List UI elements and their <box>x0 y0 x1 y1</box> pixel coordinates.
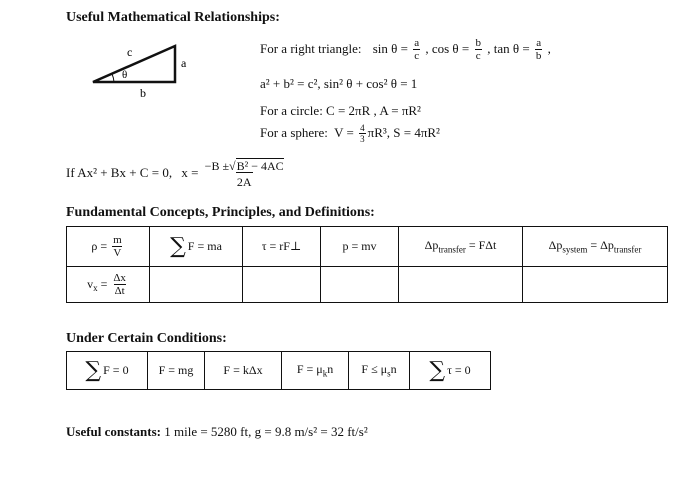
trig-line <box>260 38 551 62</box>
cos-lhs: , cos θ = <box>425 40 470 56</box>
velocity-cell: $v_x$ = $\frac{\Delta x}{\Delta t}$ <box>67 267 150 303</box>
tan-lhs: , tan θ = <box>487 40 530 56</box>
triangle-label-theta: θ <box>122 69 128 81</box>
tan-fraction: $\frac{a}{b}$ <box>535 37 542 62</box>
triangle-label-a: a <box>181 56 187 70</box>
constants-text: 1 mile = 5280 ft, g = 9.8 m/s² = 32 ft/s² <box>164 424 368 439</box>
kinetic-friction-cell: $F = \mu_kn$ <box>282 352 349 390</box>
empty-cell <box>523 267 668 303</box>
sphere-formula: For a sphere: V = $\frac{4}{3}$ πR³, S = 4πR² <box>260 123 440 144</box>
fundamental-heading: Fundamental Concepts, Principles, and Definitions: <box>66 205 375 220</box>
circle-formula: For a circle: C = 2πR , A = πR² <box>260 103 421 118</box>
conditions-table <box>66 351 491 390</box>
density-cell: ρ = $\frac{m}{V}$ <box>67 227 150 267</box>
conditions-heading: Under Certain Conditions: <box>66 331 227 346</box>
pythagorean-identity: a² + b² = c², sin² θ + cos² θ = 1 <box>260 76 418 91</box>
net-torque-zero-cell: ∑ τ = 0 <box>410 352 491 390</box>
empty-cell <box>150 267 243 303</box>
impulse-cell: $\Delta p_{transfer} = F\Delta t$ <box>399 227 523 267</box>
triangle-label-b: b <box>140 86 146 100</box>
quadratic-lhs: If Ax² + Bx + C = 0, <box>66 164 173 180</box>
constants-label: Useful constants: <box>66 424 161 439</box>
right-triangle-label: For a right triangle: <box>260 40 362 56</box>
quadratic-formula: If Ax² + Bx + C = 0, x = $\frac{\text{−B ±√B² − 4AC}}{2A}$ <box>66 159 284 189</box>
triangle-label-c: c <box>127 45 133 59</box>
torque-cell: τ = rF⊥ <box>243 227 321 267</box>
page-title: Useful Mathematical Relationships: <box>66 10 280 25</box>
empty-cell <box>243 267 321 303</box>
quadratic-fraction: $\frac{\text{−B ±√B² − 4AC}}{2A}$ <box>204 159 284 189</box>
fundamental-table <box>66 226 668 303</box>
sin-fraction: $\frac{a}{c}$ <box>414 37 420 62</box>
cos-fraction: $\frac{b}{c}$ <box>475 37 481 62</box>
constants-line <box>66 424 368 440</box>
momentum-system-cell: $\Delta p_{system} = \Delta p_{transfer}$ <box>523 227 668 267</box>
sin-lhs: sin θ = <box>372 40 408 56</box>
sphere-fraction: $\frac{4}{3}$ <box>360 123 365 144</box>
newton-second-law-cell: ∑ F = ma <box>150 227 243 267</box>
tan-tail: , <box>547 40 551 56</box>
triangle-shape <box>93 46 175 82</box>
empty-cell <box>321 267 399 303</box>
right-triangle-diagram <box>80 38 190 100</box>
static-friction-cell: $F \le \mu_sn$ <box>349 352 410 390</box>
weight-cell: F = mg <box>148 352 205 390</box>
net-force-zero-cell: ∑ F = 0 <box>67 352 148 390</box>
empty-cell <box>399 267 523 303</box>
spring-cell: F = kΔx <box>205 352 282 390</box>
momentum-cell: p = mv <box>321 227 399 267</box>
